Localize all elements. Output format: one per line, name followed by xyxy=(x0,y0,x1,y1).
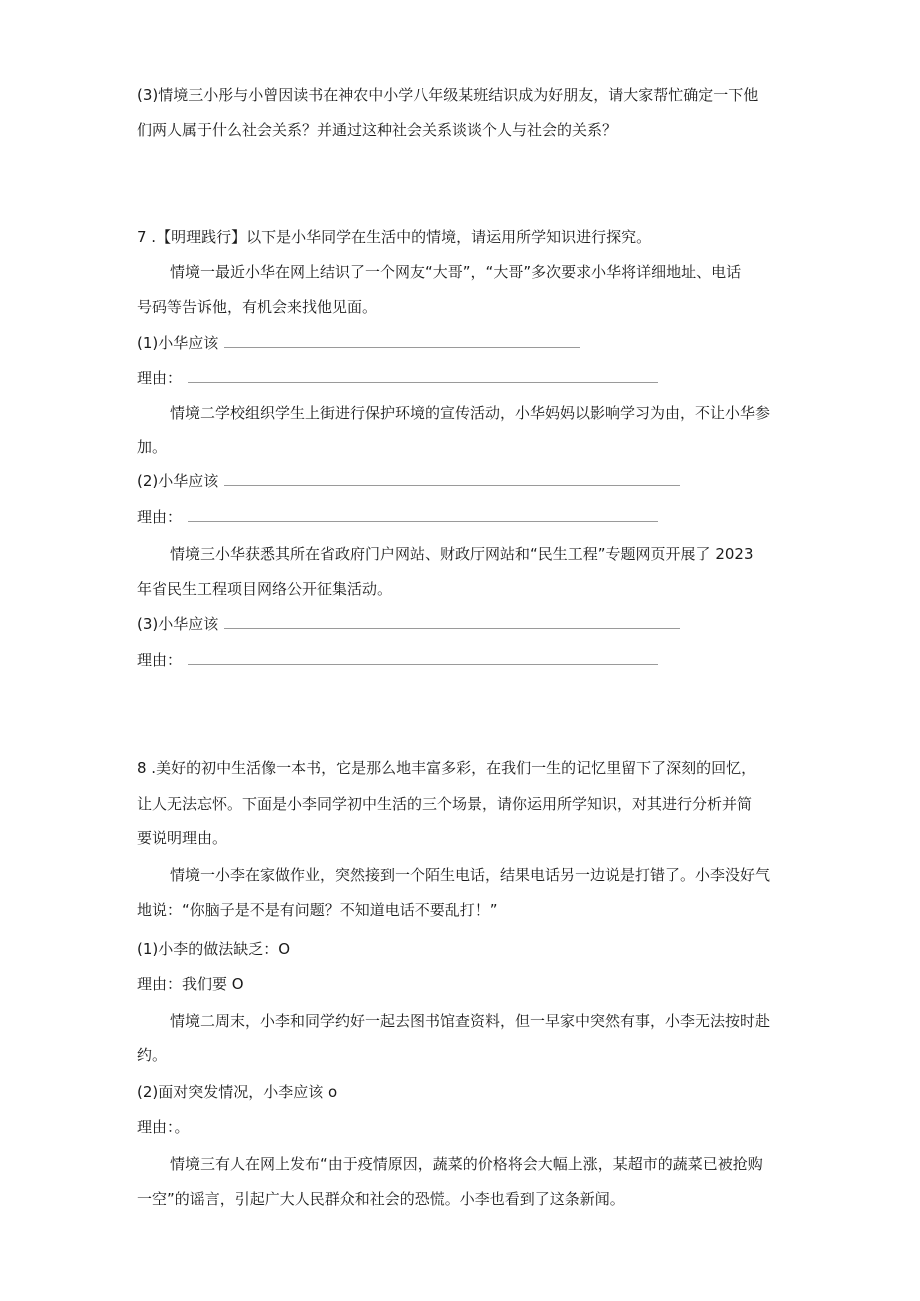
q6-item3-line2: 们两人属于什么社会关系？并通过这种社会关系谈谈个人与社会的关系？ xyxy=(137,121,618,139)
q7-scenario1-line1: 情境一最近小华在网上结识了一个网友“大哥”，“大哥”多次要求小华将详细地址、电话 xyxy=(170,263,742,281)
q8-reason2: 理由：。 xyxy=(137,1118,190,1136)
q8-heading-line1: 8 .美好的初中生活像一本书，它是那么地丰富多彩，在我们一生的记忆里留下了深刻的回忆， xyxy=(137,759,757,777)
q7-scenario2-line2: 加。 xyxy=(137,438,168,456)
q7-answer1-row xyxy=(137,333,580,353)
q8-answer1: (1)小李的做法缺乏：O xyxy=(137,940,291,958)
q7-scenario1-line2: 号码等告诉他，有机会来找他见面。 xyxy=(137,298,378,316)
q7-reason3-blank[interactable] xyxy=(188,650,658,665)
q8-scenario3-line2: 一空”的谣言，引起广大人民群众和社会的恐慌。小李也看到了这条新闻。 xyxy=(137,1190,625,1208)
q7-scenario3-line2: 年省民生工程项目网络公开征集活动。 xyxy=(137,580,393,598)
q7-scenario2-line1: 情境二学校组织学生上街进行保护环境的宣传活动，小华妈妈以影响学习为由，不让小华参 xyxy=(170,404,771,422)
q7-answer1-label: (1)小华应该 xyxy=(137,334,219,352)
q7-reason2-row xyxy=(137,507,658,527)
q7-answer2-row xyxy=(137,471,680,491)
q7-scenario3-line1: 情境三小华获悉其所在省政府门户网站、财政厅网站和“民生工程”专题网页开展了 2023 xyxy=(170,545,754,563)
q7-reason3-label: 理由： xyxy=(137,651,183,669)
q8-scenario2-line2: 约。 xyxy=(137,1046,168,1064)
q7-answer1-blank[interactable] xyxy=(224,333,580,348)
q7-reason3-row xyxy=(137,650,658,670)
q8-scenario1-line2: 地说：“你脑子是不是有问题？不知道电话不要乱打！” xyxy=(137,901,498,919)
q7-answer2-blank[interactable] xyxy=(224,471,680,486)
q8-scenario1-line1: 情境一小李在家做作业，突然接到一个陌生电话，结果电话另一边说是打错了。小李没好气 xyxy=(170,866,771,884)
q8-heading-line2: 让人无法忘怀。下面是小李同学初中生活的三个场景，请你运用所学知识，对其进行分析并简 xyxy=(137,795,753,813)
q8-scenario2-line1: 情境二周末，小李和同学约好一起去图书馆查资料，但一早家中突然有事，小李无法按时赴 xyxy=(170,1012,771,1030)
q7-heading: 7 .【明理践行】以下是小华同学在生活中的情境，请运用所学知识进行探究。 xyxy=(137,228,652,246)
q7-reason2-label: 理由： xyxy=(137,508,183,526)
q7-reason1-blank[interactable] xyxy=(188,368,658,383)
q7-answer3-blank[interactable] xyxy=(224,614,680,629)
q7-answer3-label: (3)小华应该 xyxy=(137,615,219,633)
q7-reason1-row xyxy=(137,368,658,388)
q7-answer2-label: (2)小华应该 xyxy=(137,472,219,490)
q8-reason1: 理由：我们要 O xyxy=(137,975,244,993)
q7-reason1-label: 理由： xyxy=(137,369,183,387)
q7-answer3-row xyxy=(137,614,680,634)
q7-reason2-blank[interactable] xyxy=(188,507,658,522)
q6-item3-line1: (3)情境三小彤与小曾因读书在神农中小学八年级某班结识成为好朋友，请大家帮忙确定一下他 xyxy=(137,86,759,104)
q8-answer2: (2)面对突发情况，小李应该 o xyxy=(137,1083,338,1101)
q8-heading-line3: 要说明理由。 xyxy=(137,829,228,847)
q8-scenario3-line1: 情境三有人在网上发布“由于疫情原因，蔬菜的价格将会大幅上涨，某超市的蔬菜已被抢购 xyxy=(170,1155,763,1173)
